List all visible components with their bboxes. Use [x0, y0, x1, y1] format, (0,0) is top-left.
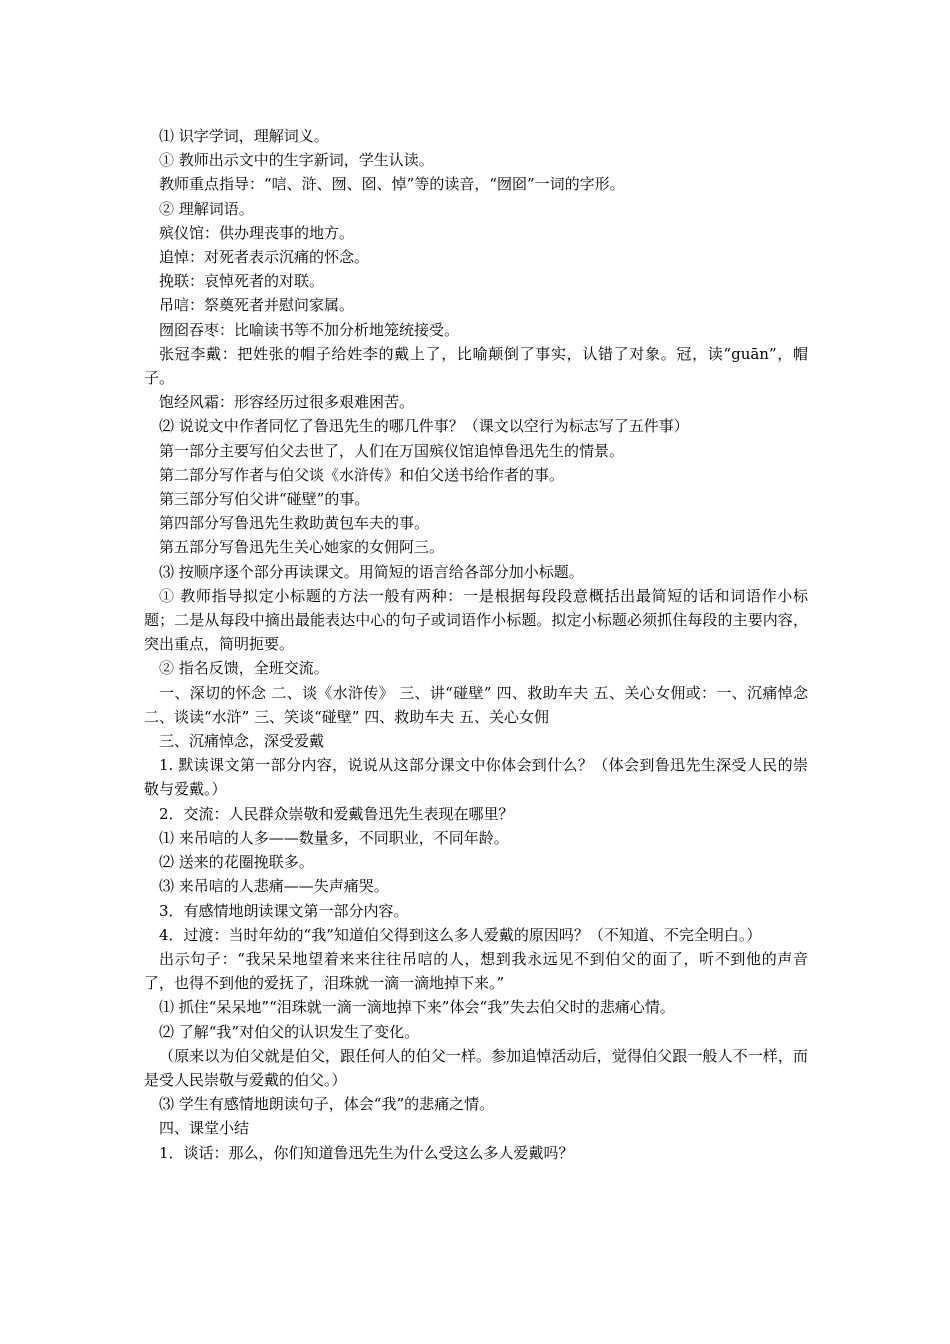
section-heading: 四、课堂小结: [159, 1119, 250, 1138]
paragraph: ⑶ 来吊唁的人悲痛——失声痛哭。: [159, 877, 389, 896]
paragraph: 追悼：对死者表示沉痛的怀念。: [159, 248, 370, 267]
paragraph: 一、深切的怀念 二、谈《水浒传》 三、讲“碰壁” 四、救助车夫 五、关心女佣或：一、沉痛悼念 二、谈读“水浒” 三、笑谈“碰壁” 四、救助车夫 五、关心女佣: [144, 683, 808, 726]
paragraph: 殡仪馆：供办理丧事的地方。: [159, 223, 355, 242]
paragraph: 饱经风霜：形容经历过很多艰难困苦。: [159, 393, 415, 412]
paragraph: 第五部分写鲁迅先生关心她家的女佣阿三。: [159, 538, 445, 557]
paragraph: （原来以为伯父就是伯父，跟任何人的伯父一样。参加追悼活动后，觉得伯父跟一般人不一样，而是受人民崇敬与爱戴的伯父。）: [144, 1046, 808, 1089]
paragraph: 1．谈话：那么，你们知道鲁迅先生为什么受这么多人爱戴吗？: [159, 1143, 574, 1162]
paragraph: ② 指名反馈，全班交流。: [159, 659, 329, 678]
paragraph: 第四部分写鲁迅先生救助黄包车夫的事。: [159, 514, 430, 533]
paragraph: 挽联：哀悼死者的对联。: [159, 272, 325, 291]
paragraph: ⑵ 说说文中作者同忆了鲁迅先生的哪几件事？（课文以空行为标志写了五件事）: [159, 417, 689, 436]
paragraph: ② 理解词语。: [159, 199, 254, 218]
paragraph: 教师重点指导：“唁、浒、囫、囵、悼”等的读音，“囫囵”一词的字形。: [159, 175, 625, 194]
paragraph: 2．交流：人民群众崇敬和爱戴鲁迅先生表现在哪里？: [159, 804, 514, 823]
paragraph: 1. 默读课文第一部分内容，说说从这部分课文中你体会到什么？（体会到鲁迅先生深受人民的崇敬与爱戴。）: [144, 756, 808, 799]
paragraph: ⑶ 按顺序逐个部分再读课文。用简短的语言给各部分加小标题。: [159, 562, 584, 581]
paragraph: ⑴ 识字学词，理解词义。: [159, 127, 329, 145]
paragraph: 第二部分写作者与伯父谈《水浒传》和伯父送书给作者的事。: [159, 465, 565, 484]
paragraph: 张冠李戴：把姓张的帽子给姓李的戴上了，比喻颠倒了事实，认错了对象。冠，读“guān”，帽子。: [144, 344, 808, 388]
paragraph: 囫囵吞枣：比喻读书等不加分析地笼统接受。: [159, 320, 460, 339]
document-page: [144, 124, 808, 1165]
section-heading: 三、沉痛悼念，深受爱戴: [159, 732, 325, 751]
paragraph: ⑵ 了解“我”对伯父的认识发生了变化。: [159, 1022, 420, 1041]
paragraph: ⑴ 抓住“呆呆地”“泪珠就一滴一滴地掉下来”体会“我”失去伯父时的悲痛心情。: [159, 998, 675, 1017]
paragraph: 吊唁：祭奠死者并慰问家属。: [159, 296, 355, 315]
paragraph: ⑶ 学生有感情地朗读句子，体会“我”的悲痛之情。: [159, 1095, 495, 1114]
paragraph: ① 教师出示文中的生字新词，学生认读。: [159, 151, 434, 170]
paragraph: 第一部分主要写伯父去世了，人们在万国殡仪馆追悼鲁迅先生的情景。: [159, 441, 625, 460]
paragraph: ⑴ 来吊唁的人多——数量多，不同职业，不同年龄。: [159, 828, 509, 847]
paragraph: ⑵ 送来的花圈挽联多。: [159, 853, 314, 872]
paragraph: 4．过渡：当时年幼的“我”知道伯父得到这么多人爱戴的原因吗？（不知道、不完全明白。）: [159, 925, 762, 944]
paragraph: 3．有感情地朗读课文第一部分内容。: [159, 901, 409, 920]
paragraph: 出示句子：“我呆呆地望着来来往往吊唁的人，想到我永远见不到伯父的面了，听不到他的声音了，也得不到他的爱抚了，泪珠就一滴一滴地掉下来。”: [144, 949, 808, 993]
paragraph: ① 教师指导拟定小标题的方法一般有两种：一是根据每段段意概括出最简短的话和词语作小标题；二是从每段中摘出最能表达中心的句子或词语作小标题。拟定小标题必须抓住每段的主要内容，突出重点，简明扼要。: [144, 586, 808, 654]
paragraph: 第三部分写伯父讲“碰壁”的事。: [159, 490, 370, 509]
